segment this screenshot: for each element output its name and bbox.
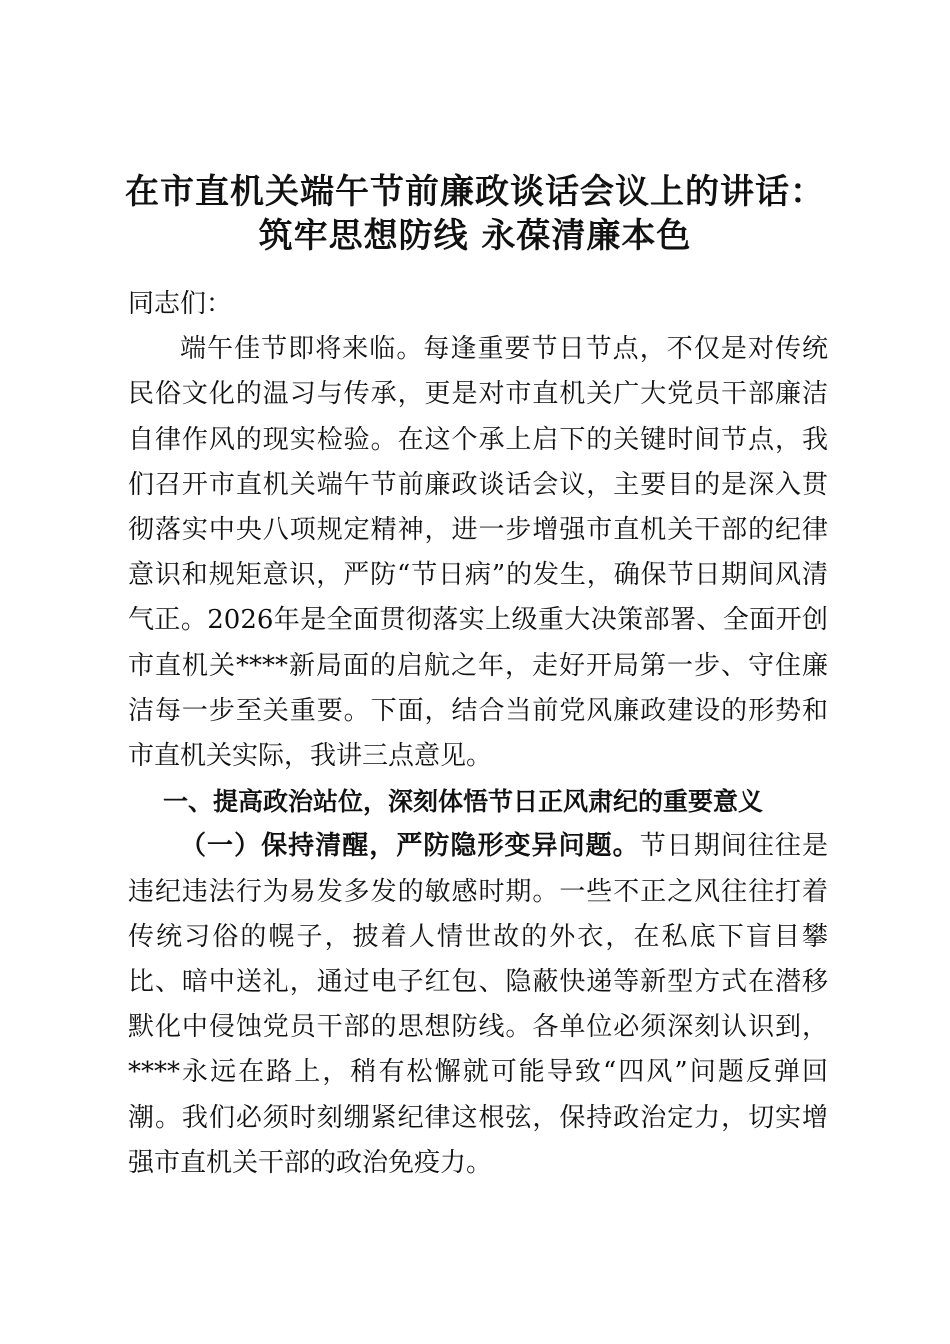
title-line-1: 在市直机关端午节前廉政谈话会议上的讲话：	[125, 172, 825, 212]
subsection-lead-1: （一）保持清醒，严防隐形变异问题。	[180, 831, 640, 862]
section-heading-1: 一、提高政治站位，深刻体悟节日正风肃纪的重要意义	[163, 787, 764, 817]
subsection-text-1: 节日期间往往是违纪违法行为易发多发的敏感时期。一些不正之风往往打着传统习俗的幌子，披着人情世故的外衣，在私底下盲目攀比、暗中送礼，通过电子红包、隐蔽快递等新型方式在潜移默化中侵蚀党员干部的思想防线。各单位必须深刻认识到，****永远在路上，稍有松懈就可能导致“四风”问题反弹回潮。我们必须时刻绷紧纪律这根弦，保持政治定力，切实增强市直机关干部的政治免疫力。	[128, 831, 828, 1178]
intro-paragraph: 端午佳节即将来临。每逢重要节日节点，不仅是对传统民俗文化的温习与传承，更是对市直机关广大党员干部廉洁自律作风的现实检验。在这个承上启下的关键时间节点，我们召开市直机关端午节前廉政谈话会议，主要目的是深入贯彻落实中央八项规定精神，进一步增强市直机关干部的纪律意识和规矩意识，严防“节日病”的发生，确保节日期间风清气正。2026年是全面贯彻落实上级重大决策部署、全面开创市直机关****新局面的启航之年，走好开局第一步、守住廉洁每一步至关重要。下面，结合当前党风廉政建设的形势和市直机关实际，我讲三点意见。	[128, 334, 828, 772]
subsection-paragraph-1	[128, 824, 828, 1186]
document-body	[128, 282, 828, 1186]
salutation: 同志们：	[128, 289, 233, 319]
title-line-2: 筑牢思想防线 永葆清廉本色	[258, 216, 692, 256]
